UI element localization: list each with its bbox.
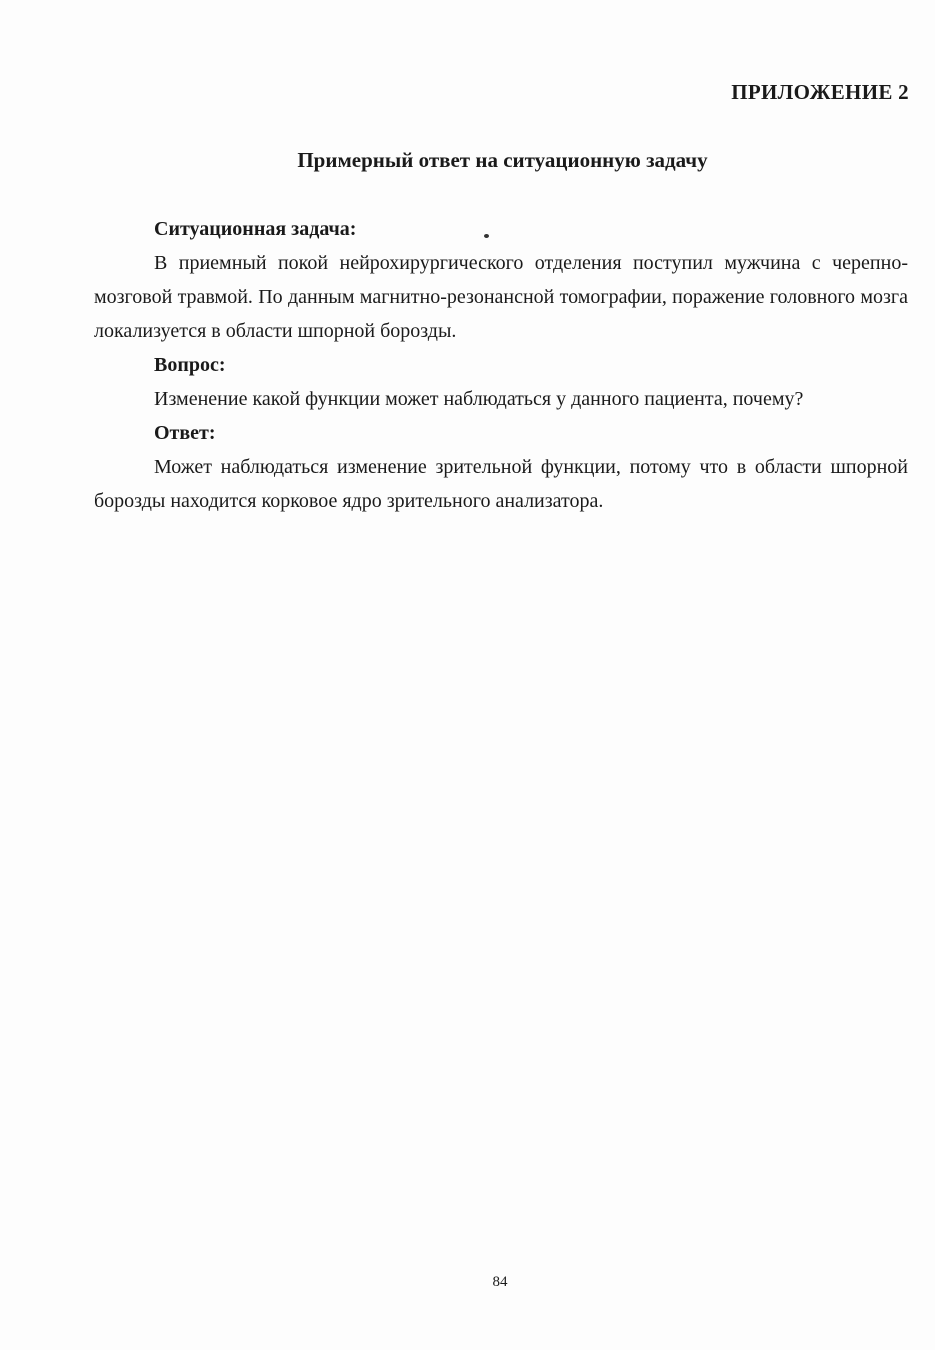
appendix-label: ПРИЛОЖЕНИЕ 2: [731, 80, 909, 104]
task-heading: Ситуационная задача:: [154, 218, 357, 240]
answer-text: Может наблюдаться изменение зрительной функции, потому что в области шпорной борозды находится корковое ядро зрительного анализатора.: [94, 456, 908, 512]
task-text: В приемный покой нейрохирургического отделения поступил мужчина с черепно-мозговой травмой. По данным магнитно-резонансной томографии, поражение головного мозга локализуется в области шпорной борозды.: [94, 252, 908, 342]
page-number: 84: [492, 1274, 508, 1290]
answer-heading: Ответ:: [154, 422, 216, 444]
document-body: [94, 212, 908, 518]
page-title: Примерный ответ на ситуационную задачу: [297, 148, 708, 172]
question-heading: Вопрос:: [154, 354, 226, 376]
question-text: Изменение какой функции может наблюдаться у данного пациента, почему?: [154, 388, 804, 410]
